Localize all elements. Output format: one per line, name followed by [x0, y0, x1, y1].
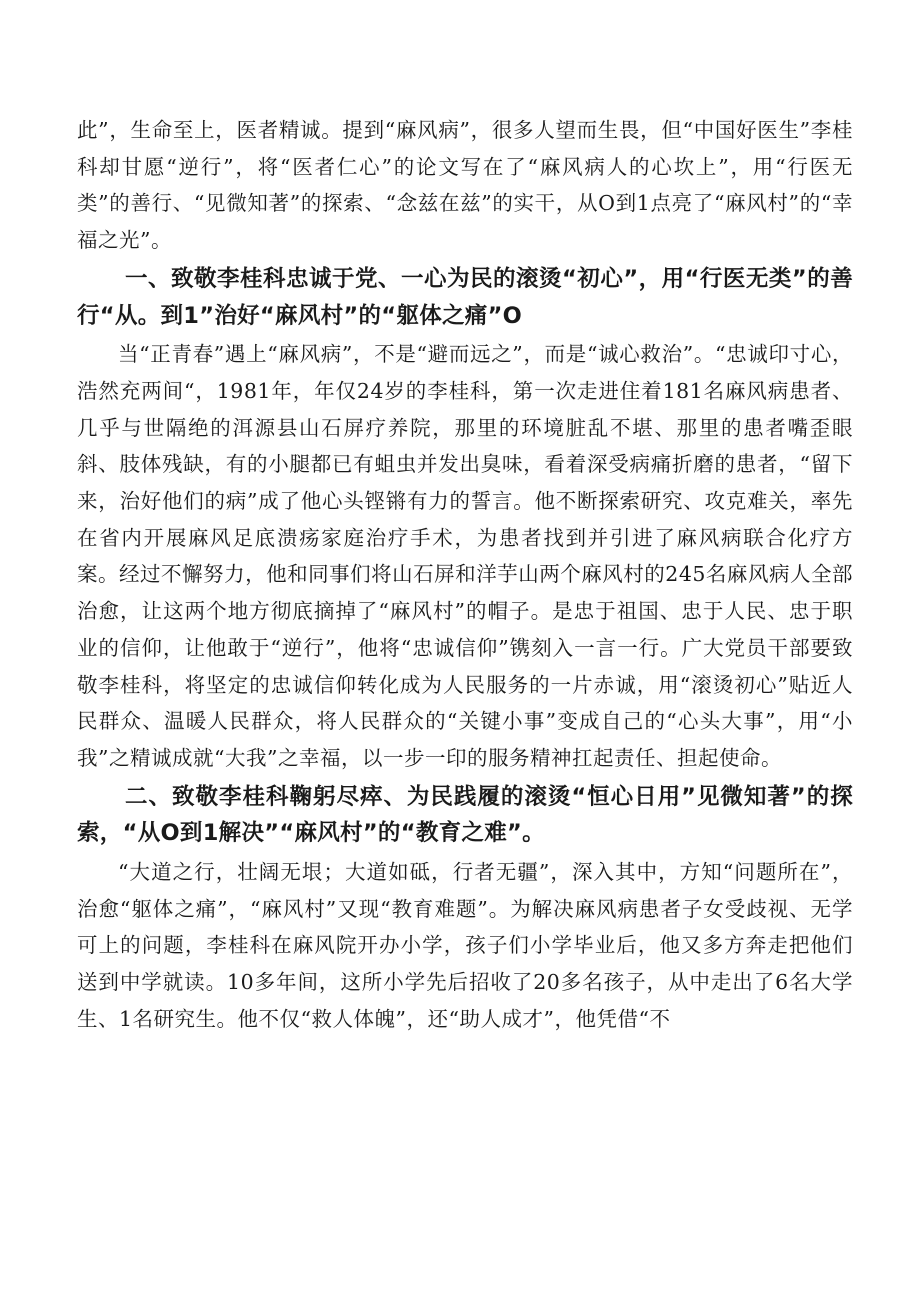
section-1-heading: 一、致敬李桂科忠诚于党、一心为民的滚烫“初心”，用“行医无类”的善行“从。到1”治好“麻风村”的“躯体之痛”O	[77, 265, 853, 329]
section-2-paragraph: “大道之行，壮阔无垠；大道如砥，行者无疆”，深入其中，方知“问题所在”，治愈“躯体之痛”，“麻风村”又现“教育难题”。为解决麻风病患者子女受歧视、无学可上的问题，李桂科在麻风院开办小学，孩子们小学毕业后，他又多方奔走把他们送到中学就读。10多年间，这所小学先后招收了20多名孩子，从中走出了6名大学生、1名研究生。他不仅“救人体魄”，还“助人成才”，他凭借“不	[77, 860, 853, 1031]
section-1-paragraph: 当“正青春”遇上“麻风病”，不是“避而远之”，而是“诚心救治”。“忠诚印寸心，浩然充两间“，1981年，年仅24岁的李桂科，第一次走进住着181名麻风病患者、几乎与世隔绝的洱源县山石屏疗养院，那里的环境脏乱不堪、那里的患者嘴歪眼斜、肢体残缺，有的小腿都已有蛆虫并发出臭味，看着深受病痛折磨的患者，“留下来，治好他们的病”成了他心头铿锵有力的誓言。他不断探索研究、攻克难关，率先在省内开展麻风足底溃疡家庭治疗手术，为患者找到并引进了麻风病联合化疗方案。经过不懈努力，他和同事们将山石屏和洋芋山两个麻风村的245名麻风病人全部治愈，让这两个地方彻底摘掉了“麻风村”的帽子。是忠于祖国、忠于人民、忠于职业的信仰，让他敢于“逆行”，他将“忠诚信仰”镌刻入一言一行。广大党员干部要致敬李桂科，将坚定的忠诚信仰转化成为人民服务的一片赤诚，用“滚烫初心”贴近人民群众、温暖人民群众，将人民群众的“关键小事”变成自己的“心头大事”，用“小我”之精诚成就“大我”之幸福，以一步一印的服务精神扛起责任、担起使命。	[77, 342, 853, 770]
section-2-heading: 二、致敬李桂科鞠躬尽瘁、为民践履的滚烫“恒心日用”见微知著”的探索，“从O到1解决”“麻风村”的“教育之难”。	[77, 783, 853, 847]
intro-paragraph: 此”，生命至上，医者精诚。提到“麻风病”，很多人望而生畏，但“中国好医生”李桂科却甘愿“逆行”，将“医者仁心”的论文写在了“麻风病人的心坎上”，用“行医无类”的善行、“见微知著”的探索、“念兹在兹”的实干，从O到1点亮了“麻风村”的“幸福之光”。	[77, 118, 853, 253]
document-page	[77, 112, 853, 1038]
